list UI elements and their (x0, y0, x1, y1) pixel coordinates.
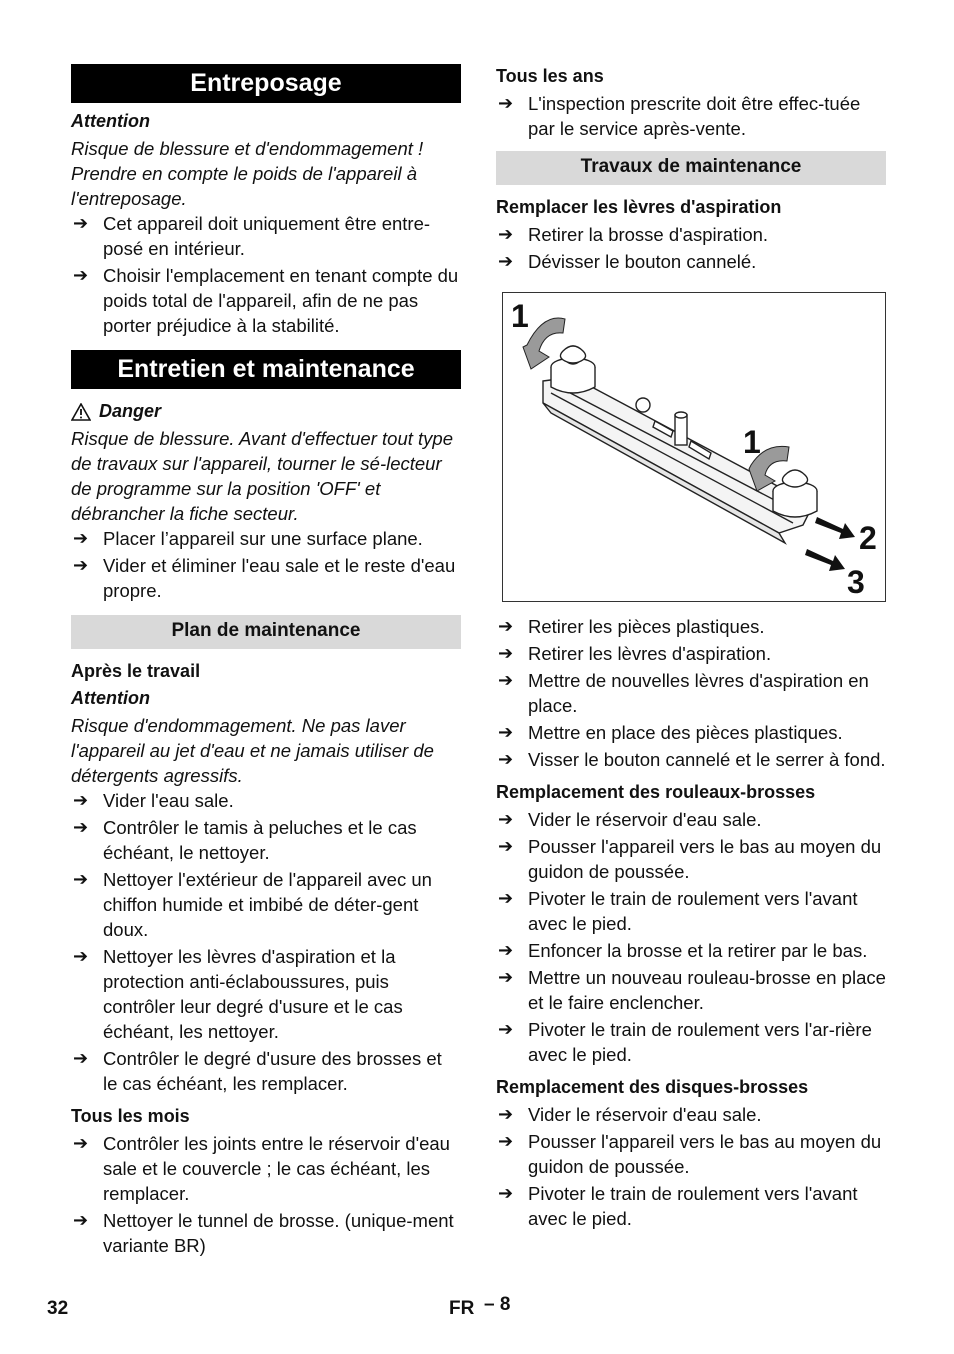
lips-bullet-list-before (496, 222, 886, 274)
danger-label: Danger (99, 401, 162, 421)
list-item: ➔ Choisir l'emplacement en tenant compte du poids total de l'appareil, afin de ne pas porter préjudice à la stabilité. (73, 265, 459, 336)
arrow-right-icon: ➔ (498, 251, 514, 271)
arrow-right-icon: ➔ (73, 1048, 89, 1068)
arrow-right-icon: ➔ (498, 1104, 514, 1124)
list-item: ➔ Mettre de nouvelles lèvres d'aspiration en place. (498, 670, 869, 716)
arrow-right-icon: ➔ (498, 643, 514, 663)
left-column (71, 62, 461, 1260)
squeegee-illustration (503, 293, 885, 601)
section-title-care: Entretien et maintenance (71, 350, 461, 389)
arrow-right-icon: ➔ (73, 946, 89, 966)
monthly-bullet-list (71, 1131, 461, 1258)
arrow-right-icon: ➔ (498, 888, 514, 908)
list-item: ➔ Vider l'eau sale. (73, 790, 234, 811)
list-item: ➔ Visser le bouton cannelé et le serrer à fond. (498, 749, 886, 770)
list-item: ➔ Vider le réservoir d'eau sale. (498, 1104, 762, 1125)
monthly-heading: Tous les mois (71, 1106, 190, 1126)
arrow-right-icon: ➔ (498, 1131, 514, 1151)
storage-bullet-list (71, 211, 461, 338)
danger-heading (71, 399, 461, 424)
arrow-right-icon: ➔ (73, 213, 89, 233)
attention-label: Attention (71, 688, 150, 708)
list-item: ➔ Nettoyer les lèvres d'aspiration et la protection anti-éclaboussures, puis contrôler leur degré d'usure et le cas échéant, les nettoyer. (73, 946, 403, 1042)
arrow-right-icon: ➔ (498, 940, 514, 960)
figure-label-1a: 1 (511, 298, 529, 334)
list-item: ➔ L'inspection prescrite doit être effec-tuée par le service après-vente. (498, 93, 861, 139)
discs-heading: Remplacement des disques-brosses (496, 1077, 809, 1097)
list-item: ➔ Pousser l'appareil vers le bas au moyen du guidon de poussée. (498, 1131, 882, 1177)
list-item: ➔ Retirer les pièces plastiques. (498, 616, 765, 637)
yearly-bullet-list (496, 91, 886, 141)
warning-triangle-icon (71, 403, 91, 421)
arrow-right-icon: ➔ (498, 224, 514, 244)
figure-label-1b: 1 (743, 424, 761, 460)
list-item: ➔ Enfoncer la brosse et la retirer par le bas. (498, 940, 868, 961)
arrow-right-icon: ➔ (498, 93, 514, 113)
attention-text: Risque de blessure et d'endommagement ! Prendre en compte le poids de l'appareil à l'entreposage. (71, 138, 424, 209)
arrow-right-icon: ➔ (73, 265, 89, 285)
after-work-heading: Après le travail (71, 661, 201, 681)
arrow-right-icon: ➔ (498, 670, 514, 690)
lips-heading: Remplacer les lèvres d'aspiration (496, 197, 782, 217)
page-number: 32 (47, 1298, 69, 1319)
danger-text: Risque de blessure. Avant d'effectuer tout type de travaux sur l'appareil, tourner le sé-lecteur de programme sur la position 'OFF' et débrancher la fiche secteur. (71, 428, 453, 524)
list-item: ➔ Nettoyer l'extérieur de l'appareil avec un chiffon humide et imbibé de déter-gent doux. (73, 869, 432, 940)
arrow-right-icon: ➔ (73, 817, 89, 837)
arrow-right-icon: ➔ (73, 1210, 89, 1230)
yearly-heading: Tous les ans (496, 66, 604, 86)
list-item: ➔ Dévisser le bouton cannelé. (498, 251, 757, 272)
arrow-right-icon: ➔ (73, 555, 89, 575)
lips-bullet-list-after (496, 614, 886, 772)
list-item: ➔ Contrôler le degré d'usure des brosses et le cas échéant, les remplacer. (73, 1048, 442, 1094)
list-item: ➔ Pivoter le train de roulement vers l'ar-rière avec le pied. (498, 1019, 872, 1065)
section-page-number: – 8 (484, 1294, 511, 1315)
care-bullet-list (71, 526, 461, 603)
list-item: ➔ Placer l’appareil sur une surface plane. (73, 528, 423, 549)
arrow-right-icon: ➔ (73, 528, 89, 548)
arrow-right-icon: ➔ (498, 1183, 514, 1203)
rollers-bullet-list (496, 807, 886, 1067)
section-title-work: Travaux de maintenance (496, 151, 886, 185)
figure-label-2: 2 (859, 520, 877, 556)
list-item: ➔ Mettre en place des pièces plastiques. (498, 722, 843, 743)
arrow-right-icon: ➔ (498, 749, 514, 769)
arrow-right-icon: ➔ (498, 836, 514, 856)
list-item: ➔ Mettre un nouveau rouleau-brosse en place et le faire enclencher. (498, 967, 886, 1013)
arrow-right-icon: ➔ (73, 1133, 89, 1153)
attention-text: Risque d'endommagement. Ne pas laver l'appareil au jet d'eau et ne jamais utiliser de détergents agressifs. (71, 715, 434, 786)
right-column (496, 62, 886, 1233)
arrow-right-icon: ➔ (498, 1019, 514, 1039)
arrow-right-icon: ➔ (73, 790, 89, 810)
list-item: ➔ Nettoyer le tunnel de brosse. (unique-ment variante BR) (73, 1210, 454, 1256)
arrow-right-icon: ➔ (498, 809, 514, 829)
rollers-heading: Remplacement des rouleaux-brosses (496, 782, 816, 802)
language-code: FR (449, 1298, 475, 1319)
list-item: ➔ Pivoter le train de roulement vers l'avant avec le pied. (498, 1183, 858, 1229)
list-item: ➔ Pousser l'appareil vers le bas au moyen du guidon de poussée. (498, 836, 882, 882)
list-item: ➔ Pivoter le train de roulement vers l'avant avec le pied. (498, 888, 858, 934)
after-work-bullet-list (71, 788, 461, 1096)
attention-label: Attention (71, 111, 150, 131)
arrow-right-icon: ➔ (498, 967, 514, 987)
list-item: ➔ Cet appareil doit uniquement être entre-posé en intérieur. (73, 213, 431, 259)
list-item: ➔ Contrôler les joints entre le réservoir d'eau sale et le couvercle ; le cas échéant, les remplacer. (73, 1133, 450, 1204)
arrow-right-icon: ➔ (73, 869, 89, 889)
list-item: ➔ Vider et éliminer l'eau sale et le reste d'eau propre. (73, 555, 456, 601)
discs-bullet-list (496, 1102, 886, 1231)
list-item: ➔ Contrôler le tamis à peluches et le cas échéant, le nettoyer. (73, 817, 417, 863)
list-item: ➔ Retirer les lèvres d'aspiration. (498, 643, 772, 664)
arrow-right-icon: ➔ (498, 616, 514, 636)
squeegee-figure (502, 292, 886, 602)
section-title-plan: Plan de maintenance (71, 615, 461, 649)
figure-label-3: 3 (847, 564, 865, 600)
list-item: ➔ Vider le réservoir d'eau sale. (498, 809, 762, 830)
list-item: ➔ Retirer la brosse d'aspiration. (498, 224, 769, 245)
section-title-storage: Entreposage (71, 64, 461, 103)
arrow-right-icon: ➔ (498, 722, 514, 742)
